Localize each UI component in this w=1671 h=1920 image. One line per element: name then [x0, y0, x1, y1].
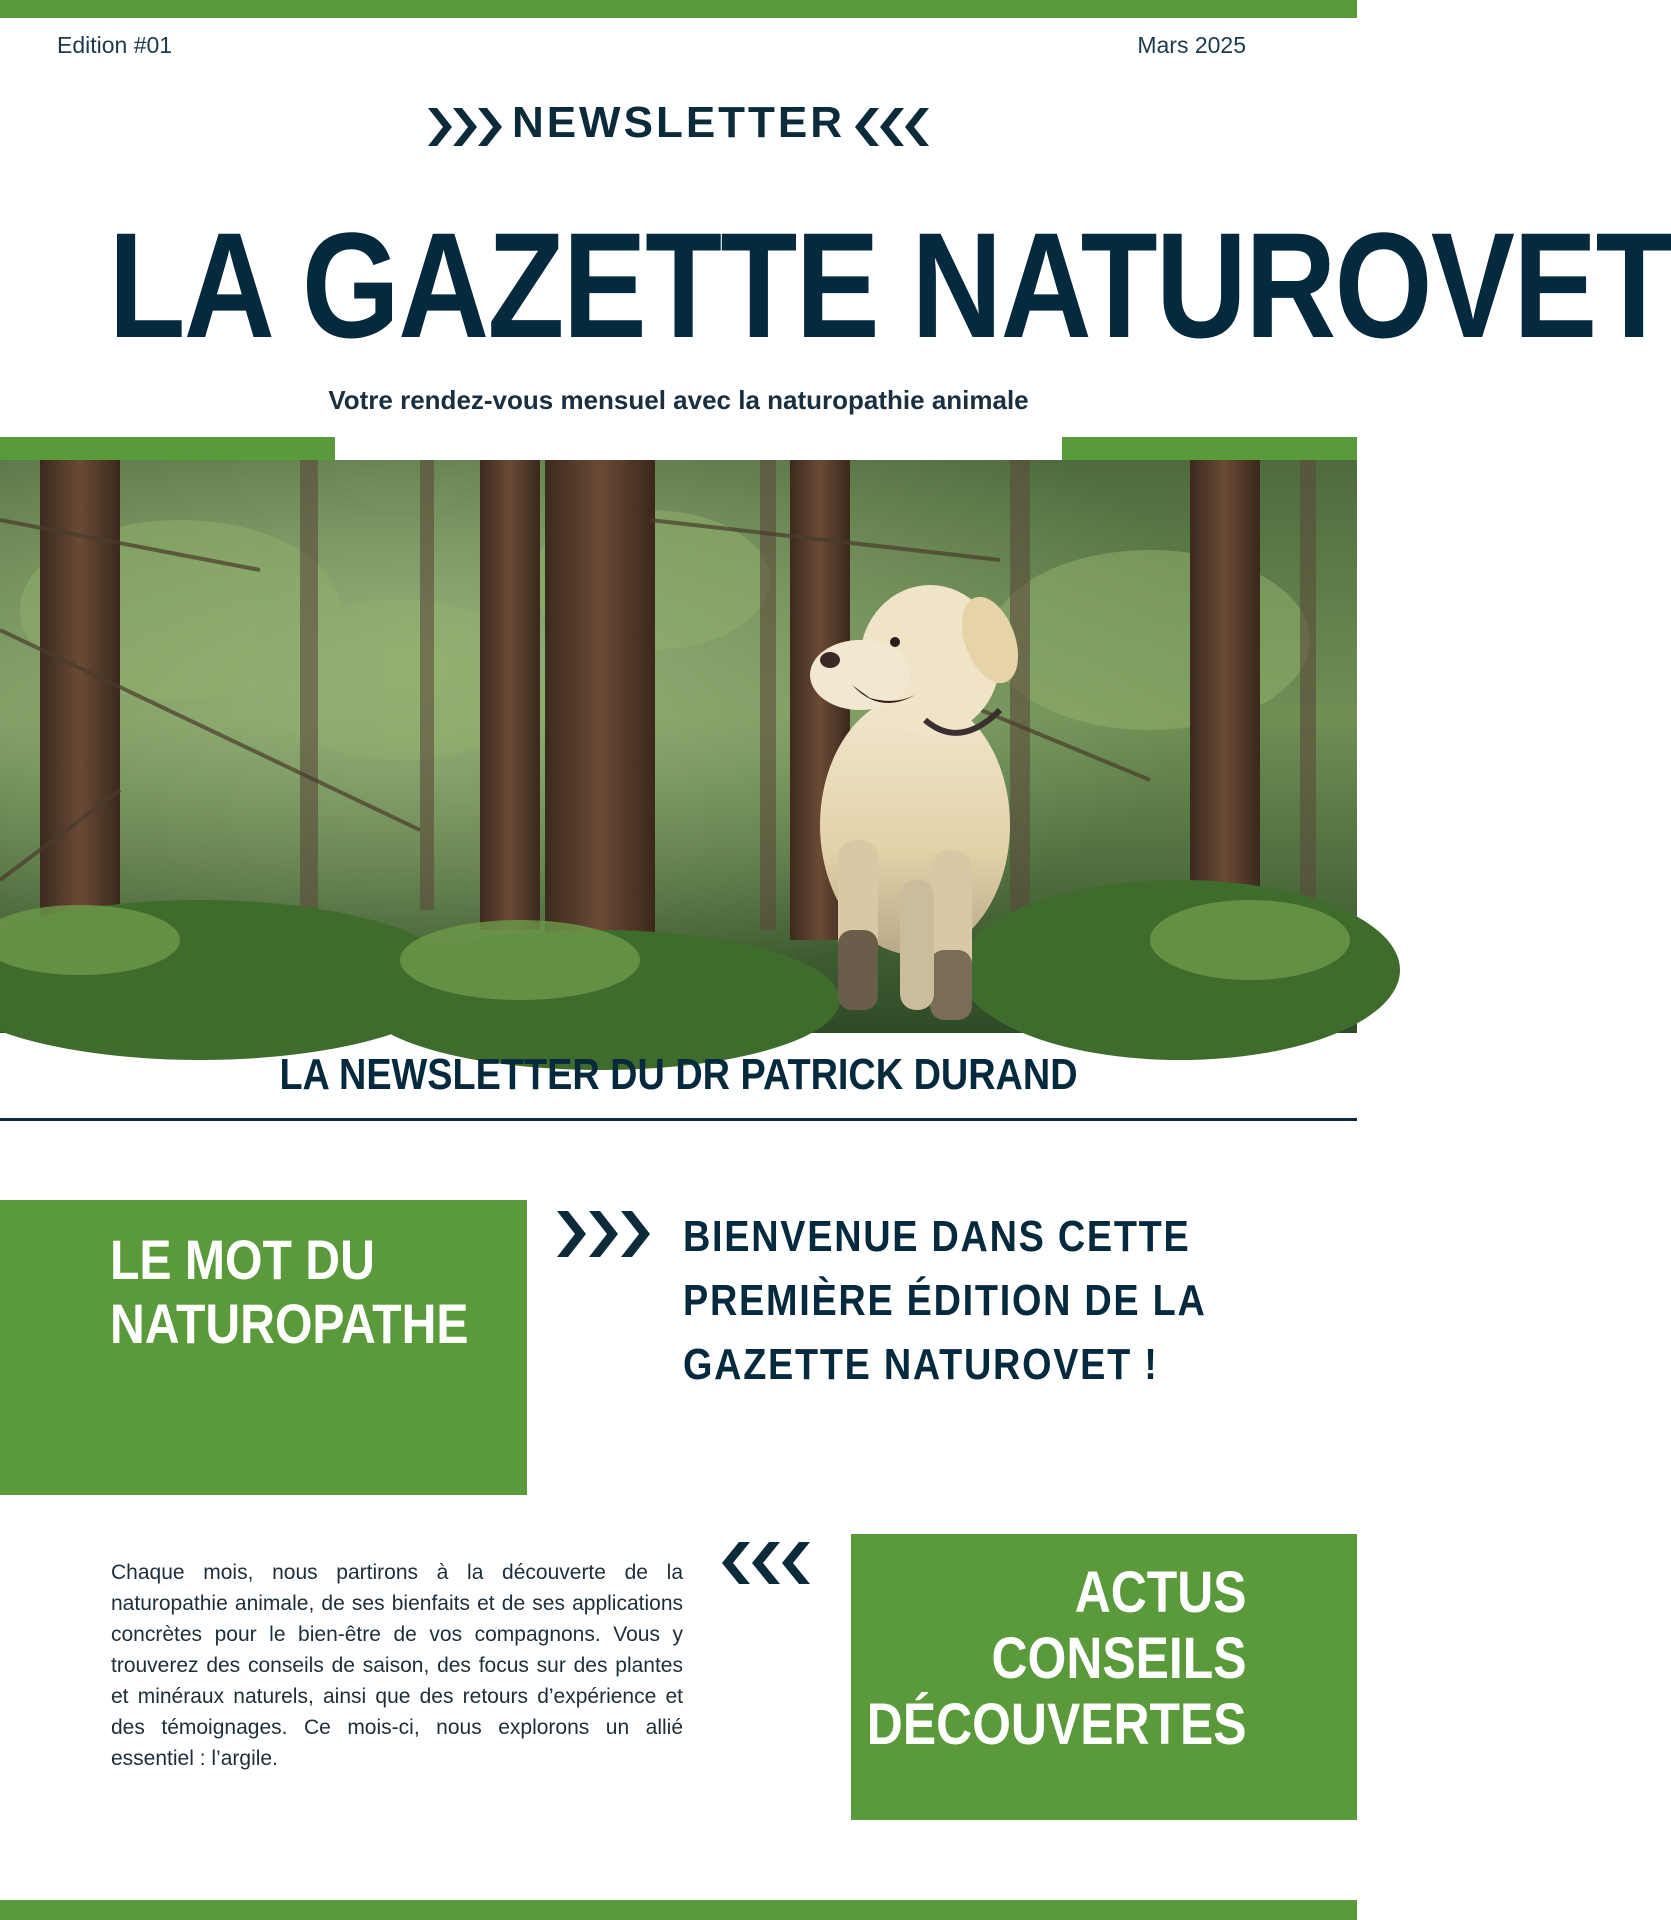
masthead-title: LA GAZETTE NATUROVET: [108, 201, 1671, 369]
actus-line-2: CONSEILS: [992, 1626, 1247, 1691]
mot-title-line-1: LE MOT DU: [110, 1228, 375, 1291]
bottom-accent-bar: [0, 1900, 1357, 1920]
mot-naturopathe-title: [110, 1228, 468, 1356]
actus-list: [867, 1560, 1247, 1758]
edition-number: Edition #01: [57, 32, 173, 58]
actus-line-3: DÉCOUVERTES: [867, 1692, 1247, 1757]
chevrons-left-icon: [720, 1540, 810, 1586]
chevrons-right-icon: [557, 1209, 654, 1259]
mot-title-line-2: NATUROPATHE: [110, 1292, 469, 1355]
forest-dog-image: [0, 460, 1357, 1033]
cover-photo: [0, 460, 1357, 1033]
issue-date: Mars 2025: [1137, 32, 1246, 58]
welcome-heading: [683, 1205, 1206, 1397]
byline-divider: [0, 1118, 1357, 1121]
welcome-line-2: PREMIÈRE ÉDITION DE LA: [683, 1276, 1207, 1325]
byline: LA NEWSLETTER DU DR PATRICK DURAND: [279, 1050, 1078, 1099]
masthead-tagline: Votre rendez-vous mensuel avec la naturopathie animale: [328, 385, 1029, 415]
intro-paragraph: Chaque mois, nous partirons à la découverte de la naturopathie animale, de ses bienfaits et de ses applications concrètes pour le bien-être de vos compagnons. Vous y trouverez des conseils de saison, des focus sur des plantes et minéraux naturels, ainsi que des retours d’expérience et des témoignages. Ce mois-ci, nous explorons un allié essentiel : l’argile.: [111, 1561, 683, 1770]
actus-line-1: ACTUS: [1075, 1560, 1247, 1625]
welcome-line-3: GAZETTE NATUROVET !: [683, 1340, 1159, 1389]
newsletter-kicker: NEWSLETTER: [511, 98, 846, 147]
chevrons-left-icon: [851, 106, 929, 148]
welcome-line-1: BIENVENUE DANS CETTE: [683, 1212, 1191, 1261]
top-accent-bar: [0, 0, 1357, 18]
